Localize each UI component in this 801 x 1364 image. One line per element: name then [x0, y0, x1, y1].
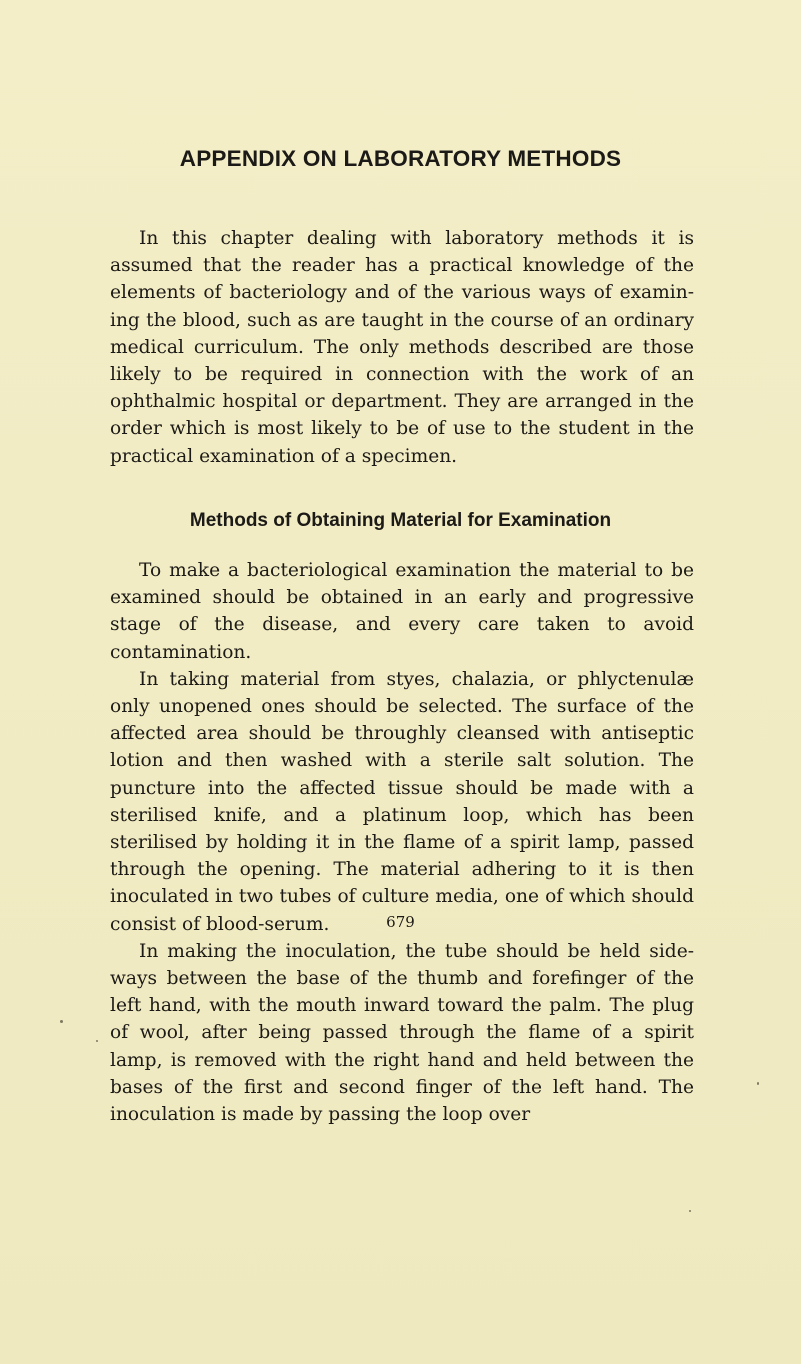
- paragraph-specimen-collection: To make a bacteriological examination the material to be examined should be obtained in an early and progressive stage of the disease, and every care taken to avoid contamination.: [110, 560, 694, 663]
- body-section: [110, 557, 694, 1128]
- paragraph-inoculation: In making the inoculation, the tube should be held sideways between the base of the thumb and forefinger of the left hand, with the mouth inward toward the palm. The plug of wool, after being passed through the flame of a spirit lamp, is removed with the right hand and held between the bases of the first and second finger of the left hand. The inoculation is made by passing the loop over: [110, 940, 694, 1126]
- paper-speck: [757, 1082, 759, 1085]
- paper-speck: [689, 1210, 691, 1212]
- chapter-title: APPENDIX ON LABORATORY METHODS: [179, 146, 622, 171]
- paper-speck: [60, 1020, 63, 1023]
- intro-paragraph: In this chapter dealing with laboratory methods it is assumed that the reader has a practical knowledge of the elements of bacteriology and of the various ways of examining the blood, such as are taught in the course of an ordinary medical curriculum. The only methods described are those likely to be required in connection with the work of an ophthalmic hospital or department. They are arranged in the order which is most likely to be of use to the student in the practical examination of a specimen.: [110, 228, 694, 467]
- intro-section: [110, 225, 694, 470]
- paper-speck: [96, 1040, 98, 1042]
- section-heading: Methods of Obtaining Material for Examination: [189, 510, 612, 531]
- page-number: 679: [386, 913, 415, 931]
- paragraph-taking-material: In taking material from styes, chalazia, or phlyctenulæ only unopened ones should be selected. The surface of the affected area should be throughly cleansed with antiseptic lotion and then washed with a sterile salt solution. The puncture into the affected tissue should be made with a sterilised knife, and a platinum loop, which has been sterilised by holding it in the flame of a spirit lamp, passed through the opening. The material adhering to it is then inoculated in two tubes of culture media, one of which should consist of blood-serum.: [110, 668, 694, 935]
